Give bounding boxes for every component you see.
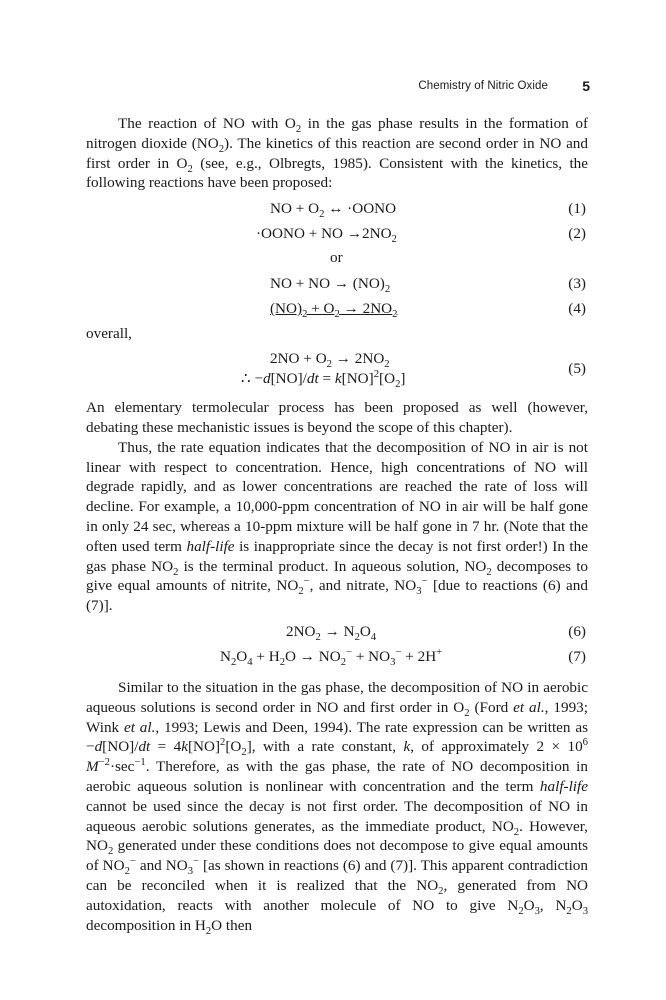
equation-alternative: or [330,249,343,267]
paragraph-2: An elementary termolecular process has been proposed as well (however, debating these mechanistic issues is beyond the scope of this chapter). [86,399,588,436]
equation-2: ·OONO + NO $\to 2NO_2$ (2) [256,225,586,246]
overall-label: overall, [86,325,132,343]
paragraph-1: The reaction of NO with $O_2$ in the gas phase results in the formation of nitrogen dioxide $(NO_2)$. The kinetics of this reaction are second order in NO and first order in $O_2$ (see, e.g., Olbregts, 1985). Consistent with the kinetics, the following reactions have been proposed: [86,115,588,192]
page-header [0,78,666,98]
paragraph-3: Thus, the rate equation indicates that the decomposition of NO in air is not linear with respect to concentration. Hence, high concentrations of NO will degrade rapidly, and as lower concentrations are reached the rate of loss will decline. For example, a 10,000-ppm concentration of NO in air will be half gone in only 24 sec, whereas a 10-ppm mixture will be half gone in 7 hr. (Note that the often used term half-life is inappropriate since the decay is not first order!) In the gas phase $NO_2$ is the terminal product. In aqueous solution, $NO_2$ decomposes to give equal amounts of nitrite, $NO_2^-$, and nitrate, $NO_3^-$ [due to reactions (6) and (7)]. [86,438,589,615]
equation-5: $2NO + O_2 \to 2NO_2$ ∴ $-d[NO]/dt = k[NO]^2[O_2]$ (5) [241,350,586,391]
equation-3: NO + NO → $(NO)_2$ (3) [270,275,586,296]
paragraph-4: Similar to the situation in the gas phase, the decomposition of NO in aerobic aqueous solutions is second order in NO and first order in $O_2$ (Ford et al., 1993; Wink et al., 1993; Lewis and Deen, 1994). The rate expression can be written as $-d[NO]/dt = 4k[NO]^2[O_2]$, with a rate constant, k, of approximately $2 \times 10^6$ $M^{-2}\cdot\sec^{-1}$. Therefore, as with the gas phase, the rate of NO decomposition in aerobic aqueous solution is nonlinear with concentration and the term half-life cannot be used since the decay is not first order. The decomposition of NO in aqueous aerobic solutions generates, as the immediate product, $NO_2$. However, $NO_2$ generated under these conditions does not decompose to give equal amounts of $NO_2^-$ and $NO_3^-$ [as shown in reactions (6) and (7)]. This apparent contradiction can be reconciled when it is realized that the $NO_2$, generated from NO autoxidation, reacts with another molecule of NO to give $N_2O_3$, $N_2O_3$ decomposition in $H_2O$ then [86,678,589,937]
page-number: 5 [582,78,590,94]
equation-6: $2NO_2 \to N_2O_4$ (6) [286,622,586,643]
equation-4: $(NO)_2 + O_2 \to 2NO_2$ (4) [270,300,586,321]
equation-1: NO + $O_2$ ↔ ·OONO (1) [270,200,586,221]
equation-7: $N_2O_4 + H_2O \to NO_2^- + NO_3^- + 2H^+$ (7) [220,646,586,668]
page-body [86,114,588,935]
running-title: Chemistry of Nitric Oxide [418,80,548,92]
